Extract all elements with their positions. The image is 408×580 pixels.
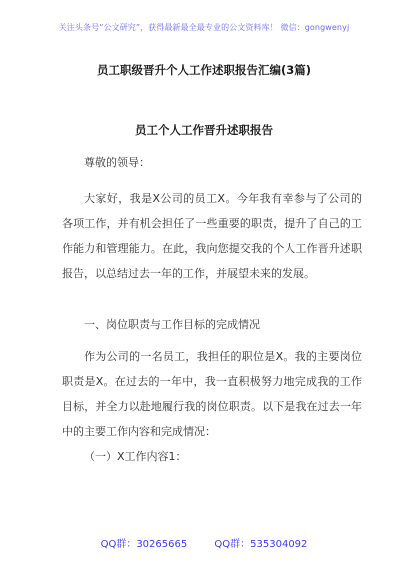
salutation: 尊敬的领导： — [84, 156, 150, 169]
section-heading: 一、岗位职责与工作目标的完成情况 — [84, 318, 260, 331]
duties-paragraph: 作为公司的一名员工，我担任的职位是X。我的主要岗位职责是X。在过去的一年中，我一直积极努力地完成我的工作目标，并全力以赴地履行我的岗位职责。以下是我在过去一年中的主要工作内容和完成情况： — [62, 350, 362, 438]
header-banner: 关注头条号“公文研究”，获得最新最全最专业的公文资料库！ 微信：gongwenyj — [58, 23, 350, 32]
footer-qq-group-1: QQ群：30265665 — [100, 539, 188, 550]
item-heading: （一）X工作内容1： — [84, 450, 187, 463]
footer — [0, 535, 408, 550]
footer-qq-group-2: QQ群：535304092 — [214, 539, 308, 550]
intro-paragraph: 大家好，我是X公司的员工X。今年我有幸参与了公司的各项工作，并有机会担任了一些重要的职责，提升了自己的工作能力和管理能力。在此，我向您提交我的个人工作晋升述职报告，以总结过去一年的工作，并展望未来的发展。 — [62, 192, 362, 280]
report-subtitle: 员工个人工作晋升述职报告 — [135, 123, 273, 137]
document-title: 员工职级晋升个人工作述职报告汇编(3篇) — [96, 63, 311, 77]
